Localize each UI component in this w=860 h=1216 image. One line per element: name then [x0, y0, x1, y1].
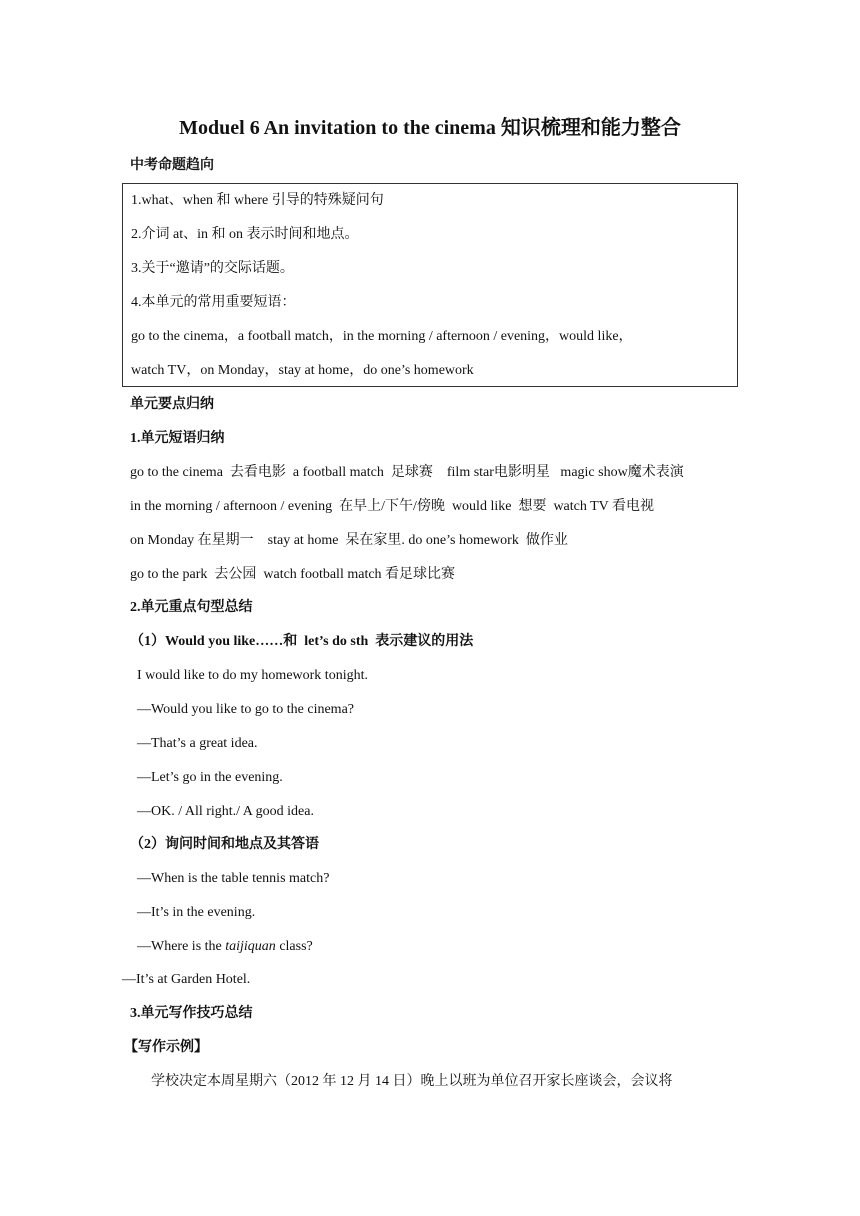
example-sentence — [130, 937, 313, 957]
writing-example-heading: 【写作示例】 — [124, 1040, 208, 1055]
example-sentence: —OK. / All right./ A good idea. — [130, 804, 314, 819]
subheading-phrases: 1.单元短语归纳 — [130, 431, 225, 446]
box-line: go to the cinema，a football match，in the morning / afternoon / evening，would like， — [131, 329, 633, 344]
box-line: 2.介词 at、in 和 on 表示时间和地点。 — [131, 227, 359, 242]
subheading-writing-skills: 3.单元写作技巧总结 — [130, 1006, 253, 1021]
phrase-line: on Monday 在星期一 stay at home 呆在家里. do one’s homework 做作业 — [130, 533, 568, 548]
phrase-line: in the morning / afternoon / evening 在早上/下午/傍晚 would like 想要 watch TV 看电视 — [130, 499, 655, 514]
example-sentence: I would like to do my homework tonight. — [130, 668, 368, 683]
example-sentence: —Would you like to go to the cinema? — [130, 702, 354, 717]
point-heading-time-place: （2）询问时间和地点及其答语 — [130, 837, 319, 852]
box-line: 1.what、when 和 where 引导的特殊疑问句 — [131, 193, 384, 208]
italic-word: taijiquan — [225, 939, 276, 954]
writing-example-text: 学校决定本周星期六（2012 年 12 月 14 日）晚上以班为单位召开家长座谈会，会议将 — [130, 1074, 673, 1089]
box-line: 3.关于“邀请”的交际话题。 — [131, 261, 294, 276]
example-sentence: —It’s in the evening. — [130, 905, 256, 920]
point-heading-suggestions: （1）Would you like……和 let’s do sth 表示建议的用法 — [130, 634, 474, 649]
example-sentence: —When is the table tennis match? — [130, 871, 330, 886]
example-sentence: —Let’s go in the evening. — [130, 770, 283, 785]
box-line: watch TV，on Monday，stay at home，do one’s homework — [131, 363, 474, 378]
exam-trends-box — [122, 183, 738, 387]
section-heading-exam-trends: 中考命题趋向 — [130, 158, 214, 173]
sentence-part: class? — [275, 939, 313, 954]
example-sentence: —It’s at Garden Hotel. — [122, 972, 251, 987]
subheading-sentence-patterns: 2.单元重点句型总结 — [130, 600, 253, 615]
section-heading-unit-points: 单元要点归纳 — [130, 397, 214, 412]
example-sentence: —That’s a great idea. — [130, 736, 258, 751]
box-line: 4.本单元的常用重要短语： — [131, 295, 296, 310]
phrase-line: go to the park 去公园 watch football match 看足球比赛 — [130, 567, 456, 582]
phrase-line: go to the cinema 去看电影 a football match 足球赛 film star电影明星 magic show魔术表演 — [130, 465, 684, 480]
document-title: Moduel 6 An invitation to the cinema 知识梳理和能力整合 — [179, 117, 681, 139]
sentence-part: —Where is the — [130, 939, 226, 954]
